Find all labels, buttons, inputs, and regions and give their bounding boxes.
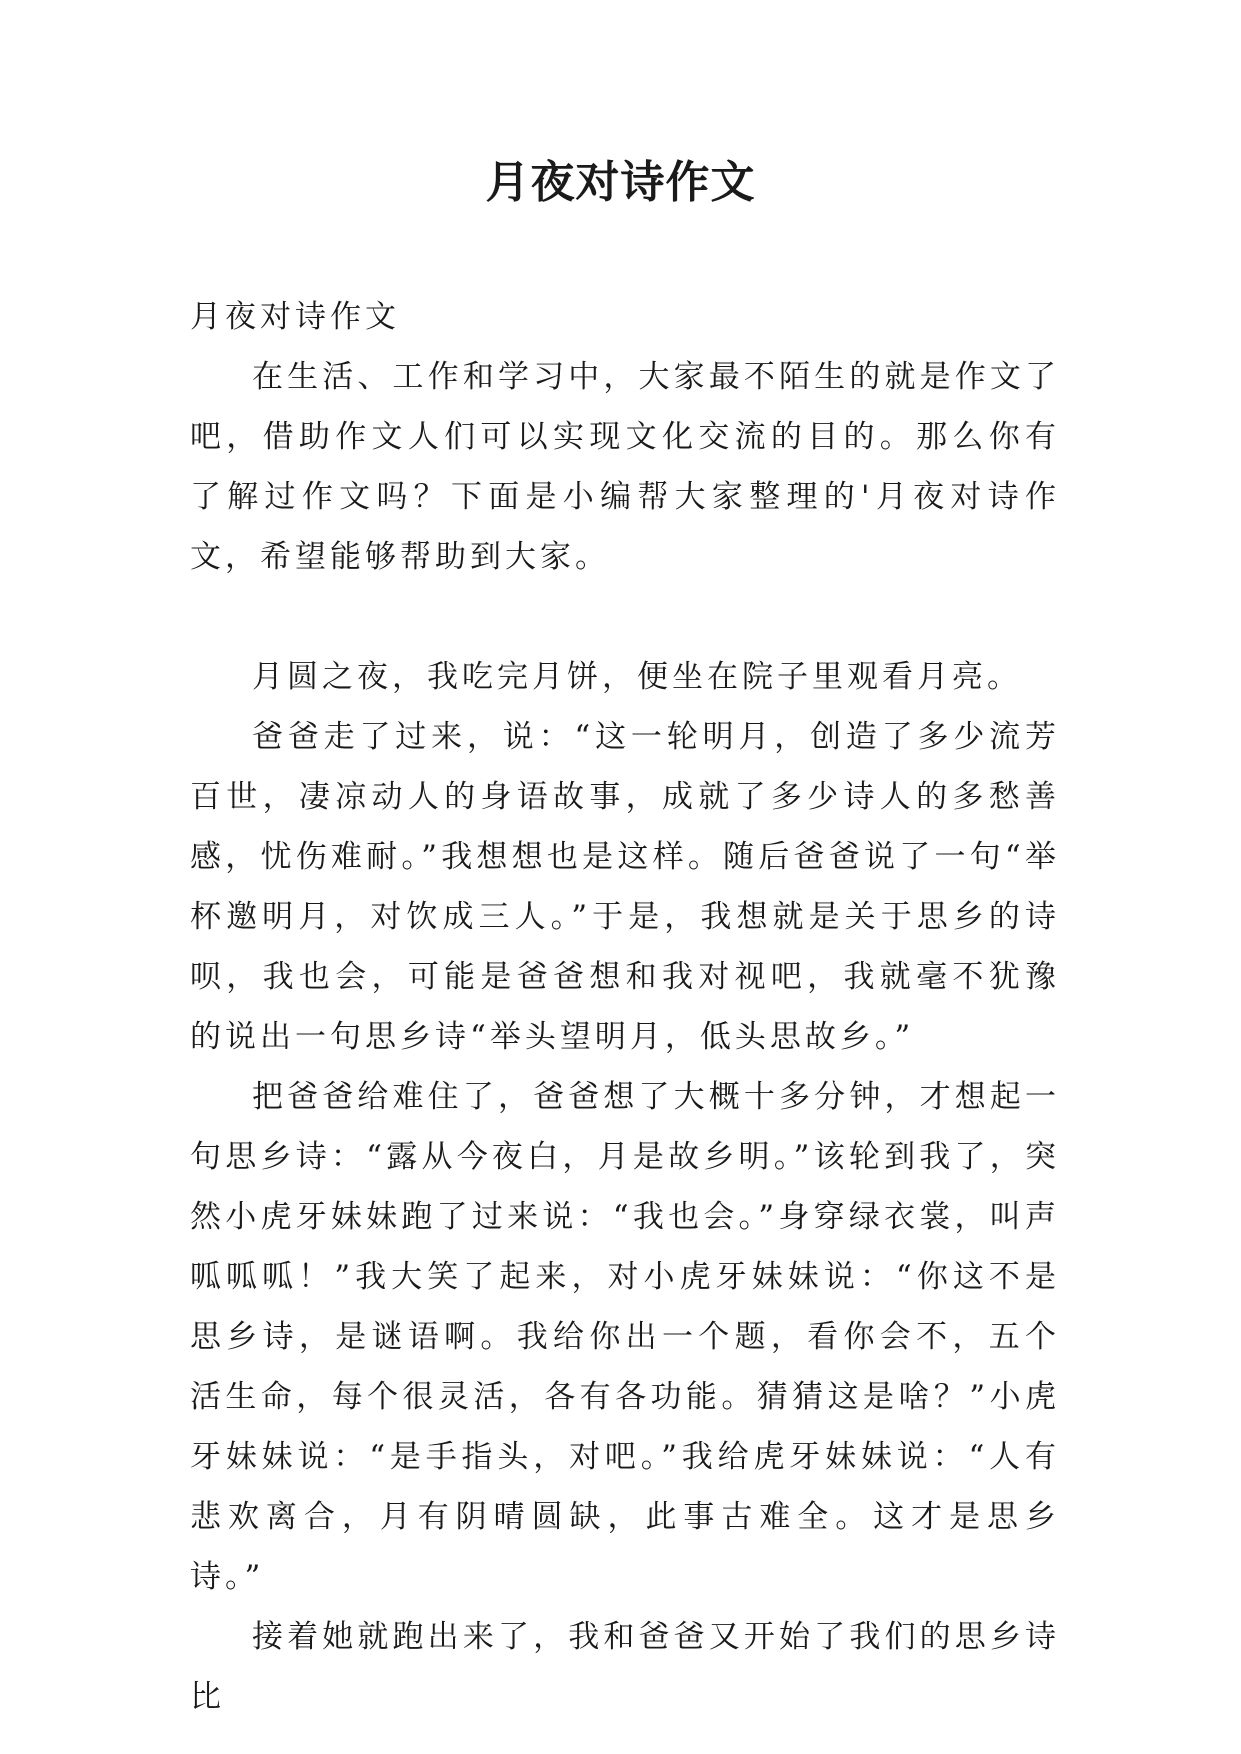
paragraph-riddle: 把爸爸给难住了，爸爸想了大概十多分钟，才想起一句思乡诗：“露从今夜白，月是故乡明。”该轮到我了，突然小虎牙妹妹跑了过来说：“我也会。”身穿绿衣裳，叫声呱呱呱！”我大笑了起来，对小虎牙妹妹说：“你这不是思乡诗，是谜语啊。我给你出一个题，看你会不，五个活生命，每个很灵活，各有各功能。猜猜这是啥？”小虎牙妹妹说：“是手指头，对吧。”我给虎牙妹妹说：“人有悲欢离合，月有阴晴圆缺，此事古难全。这才是思乡诗。” [190, 1079, 1060, 1595]
paragraph-intro: 在生活、工作和学习中，大家最不陌生的就是作文了吧，借助作文人们可以实现文化交流的目的。那么你有了解过作文吗？下面是小编帮大家整理的'月夜对诗作文，希望能够帮助到大家。 [190, 359, 1060, 575]
paragraph-father-speaks: 爸爸走了过来，说：“这一轮明月，创造了多少流芳百世，凄凉动人的身语故事，成就了多少诗人的多愁善感，忧伤难耐。”我想想也是这样。随后爸爸说了一句“举杯邀明月，对饮成三人。”于是，我想就是关于思乡的诗呗，我也会，可能是爸爸想和我对视吧，我就毫不犹豫的说出一句思乡诗“举头望明月，低头思故乡。” [190, 719, 1060, 1055]
paragraph-continuation: 接着她就跑出来了，我和爸爸又开始了我们的思乡诗比 [190, 1619, 1060, 1715]
document-body [190, 287, 1060, 1727]
document-title: 月夜对诗作文 [485, 157, 756, 208]
document-subtitle: 月夜对诗作文 [190, 299, 400, 335]
paragraph-moon-night: 月圆之夜，我吃完月饼，便坐在院子里观看月亮。 [252, 659, 1022, 695]
paragraph-spacer [190, 587, 1060, 647]
